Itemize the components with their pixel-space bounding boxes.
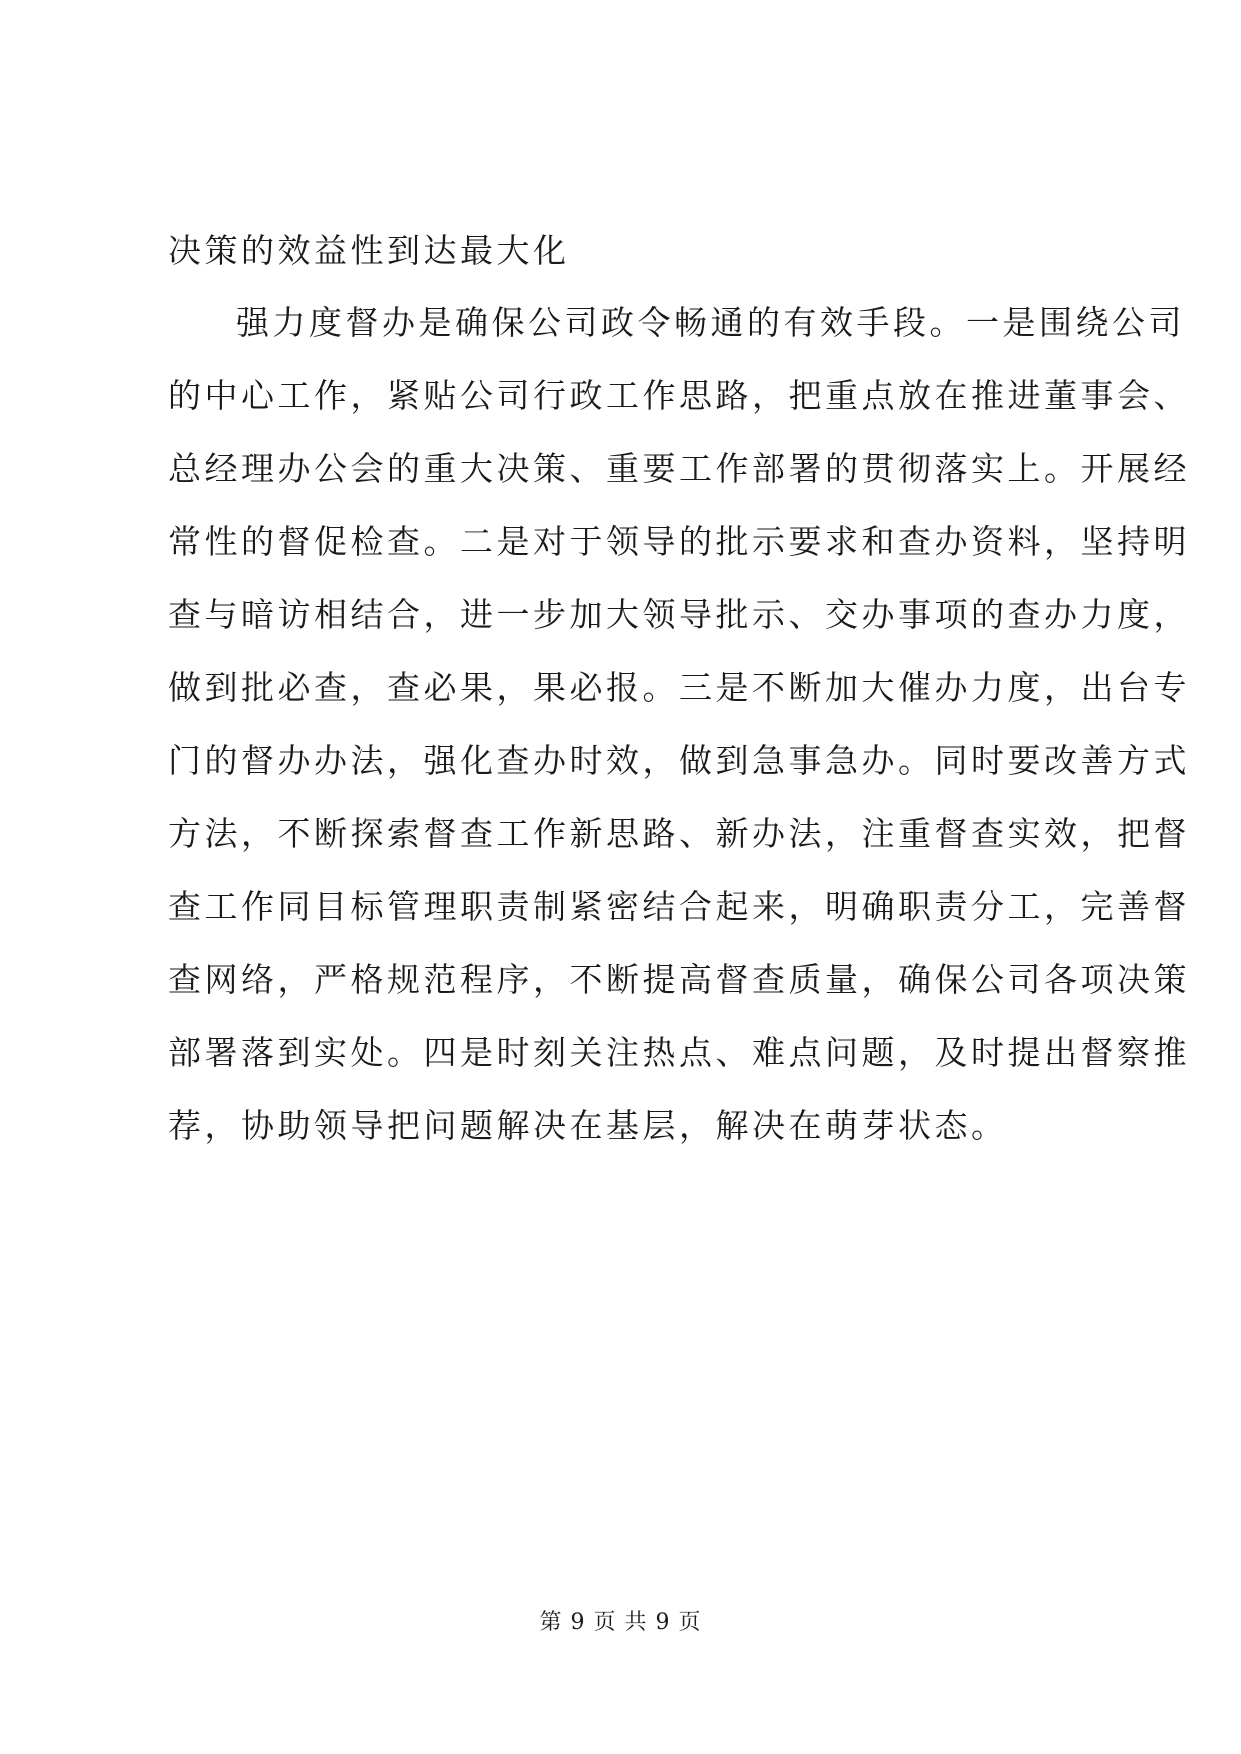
text-line: 的中心工作，紧贴公司行政工作思路，把重点放在推进董事会、 bbox=[168, 376, 1190, 415]
text-line: 门的督办办法，强化查办时效，做到急事急办。同时要改善方式 bbox=[168, 741, 1190, 780]
text-line: 总经理办公会的重大决策、重要工作部署的贯彻落实上。开展经 bbox=[168, 449, 1190, 488]
text-line: 方法，不断探索督查工作新思路、新办法，注重督查实效，把督 bbox=[168, 814, 1190, 853]
text-line: 做到批必查，查必果，果必报。三是不断加大催办力度，出台专 bbox=[168, 668, 1190, 707]
text-line: 决策的效益性到达最大化 bbox=[168, 231, 570, 270]
paragraph-first-line: 强力度督办是确保公司政令畅通的有效手段。一是围绕公司 bbox=[236, 303, 1185, 342]
text-line: 查网络，严格规范程序，不断提高督查质量，确保公司各项决策 bbox=[168, 960, 1190, 999]
page-number-footer: 第 9 页 共 9 页 bbox=[539, 1610, 702, 1635]
text-line: 查与暗访相结合，进一步加大领导批示、交办事项的查办力度， bbox=[168, 595, 1190, 634]
text-line: 部署落到实处。四是时刻关注热点、难点问题，及时提出督察推 bbox=[168, 1033, 1190, 1072]
text-line: 荐，协助领导把问题解决在基层，解决在萌芽状态。 bbox=[168, 1106, 1008, 1145]
text-line: 查工作同目标管理职责制紧密结合起来，明确职责分工，完善督 bbox=[168, 887, 1190, 926]
text-line: 常性的督促检查。二是对于领导的批示要求和查办资料，坚持明 bbox=[168, 522, 1190, 561]
document-body bbox=[168, 230, 1190, 1178]
